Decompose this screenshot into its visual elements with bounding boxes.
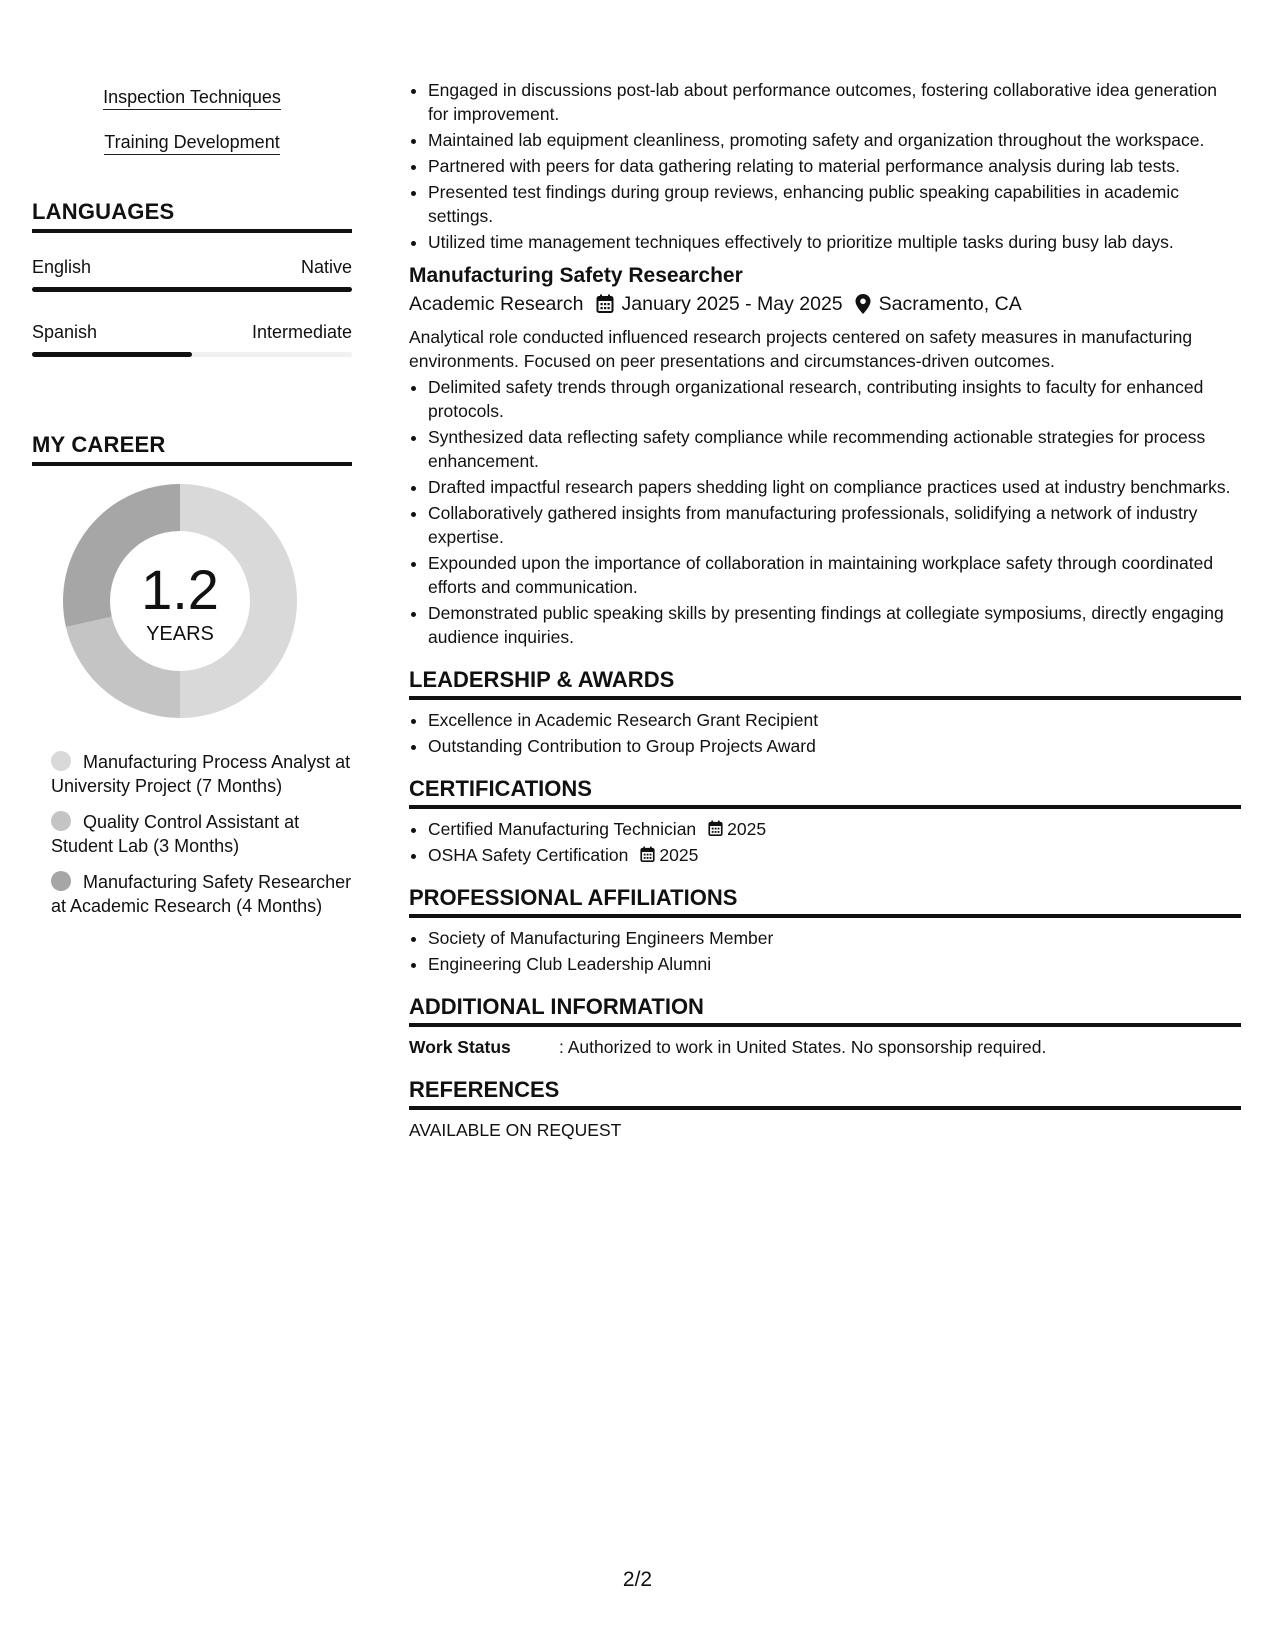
skill-label: Training Development [104, 130, 279, 155]
legend-dot [51, 751, 71, 771]
list-item: • Engaged in discussions post-lab about performance outcomes, fostering collaborative idea generation for improvement. [428, 78, 1241, 126]
work-status-row [409, 1035, 1241, 1059]
list-item: • Collaboratively gathered insights from manufacturing professionals, solidifying a network of industry expertise. [428, 501, 1241, 549]
list-item: • Partnered with peers for data gathering relating to material performance analysis during lab tests. [428, 154, 1241, 178]
certification-name: Certified Manufacturing Technician [428, 819, 697, 839]
languages-heading: LANGUAGES [32, 199, 352, 233]
language-name: English [32, 257, 92, 277]
list-item: • Excellence in Academic Research Grant Recipient [428, 708, 1241, 732]
legend-label: Manufacturing Process Analyst at University Project (7 Months) [51, 752, 351, 796]
skill-tag [32, 85, 352, 110]
job-meta [409, 290, 1241, 318]
career-heading: MY CAREER [32, 432, 352, 466]
certification-name: OSHA Safety Certification [428, 845, 629, 865]
calendar-icon [708, 820, 723, 837]
list-item: • Utilized time management techniques effectively to prioritize multiple tasks during busy lab days. [428, 230, 1241, 254]
work-status-label: Work Status [409, 1037, 511, 1057]
list-item [428, 817, 1241, 841]
affiliations-heading: PROFESSIONAL AFFILIATIONS [409, 885, 1241, 918]
skill-tag [32, 130, 352, 155]
list-item [428, 843, 1241, 867]
certifications-heading: CERTIFICATIONS [409, 776, 1241, 809]
leadership-list [409, 708, 1241, 758]
list-item: • Society of Manufacturing Engineers Member [428, 926, 1241, 950]
job-summary: Analytical role conducted influenced research projects centered on safety measures in manufacturing environments. Focused on peer presentations and circumstances-driven outcomes. [409, 327, 1193, 371]
language-item [32, 255, 352, 292]
job-bullets [409, 375, 1241, 649]
career-total: 1.2 [141, 558, 219, 621]
career-legend-item [32, 870, 352, 918]
list-item: • Engineering Club Leadership Alumni [428, 952, 1241, 976]
language-name: Spanish [32, 322, 98, 342]
references-text: AVAILABLE ON REQUEST [409, 1120, 622, 1140]
language-level: Native [300, 257, 352, 277]
list-item: • Delimited safety trends through organizational research, contributing insights to faculty for enhanced protocols. [428, 375, 1241, 423]
list-item: • Outstanding Contribution to Group Projects Award [428, 734, 1241, 758]
legend-dot [51, 811, 71, 831]
previous-job-bullets [409, 78, 1241, 254]
leadership-heading: LEADERSHIP & AWARDS [409, 667, 1241, 700]
calendar-icon [640, 846, 655, 863]
legend-dot [51, 871, 71, 891]
career-donut-chart [32, 476, 352, 736]
main-content [409, 78, 1241, 1142]
job-dates: January 2025 - May 2025 [621, 293, 843, 315]
language-bar-fill [32, 287, 352, 292]
list-item: • Synthesized data reflecting safety compliance while recommending actionable strategies for process enhancement. [428, 425, 1241, 473]
certification-year: 2025 [727, 819, 767, 839]
skill-label: Inspection Techniques [103, 85, 281, 110]
additional-info-heading: ADDITIONAL INFORMATION [409, 994, 1241, 1027]
job-title: Manufacturing Safety Researcher [409, 264, 743, 287]
list-item: • Presented test findings during group reviews, enhancing public speaking capabilities in academic settings. [428, 180, 1241, 228]
career-legend [32, 750, 352, 918]
references-heading: REFERENCES [409, 1077, 1241, 1110]
page-number: 2/2 [622, 1568, 653, 1591]
sidebar [32, 85, 352, 930]
career-legend-item [32, 750, 352, 798]
language-bar [32, 352, 352, 357]
job-company: Academic Research [409, 293, 584, 315]
career-legend-item [32, 810, 352, 858]
calendar-icon [596, 294, 614, 314]
language-item [32, 320, 352, 357]
work-status-value: : Authorized to work in United States. No sponsorship required. [559, 1037, 1047, 1057]
legend-label: Quality Control Assistant at Student Lab (3 Months) [51, 812, 300, 856]
list-item: • Drafted impactful research papers shedding light on compliance practices used at industry benchmarks. [428, 475, 1241, 499]
job-location: Sacramento, CA [878, 293, 1022, 315]
affiliations-list [409, 926, 1241, 976]
career-unit: YEARS [146, 623, 214, 645]
certifications-list [409, 817, 1241, 867]
language-level: Intermediate [251, 322, 352, 342]
certification-year: 2025 [659, 845, 699, 865]
language-bar [32, 287, 352, 292]
career-donut-svg [32, 476, 352, 736]
map-pin-icon [855, 294, 871, 314]
language-bar-fill [32, 352, 192, 357]
list-item: • Maintained lab equipment cleanliness, promoting safety and organization throughout the workspace. [428, 128, 1241, 152]
list-item: • Expounded upon the importance of collaboration in maintaining workplace safety through coordinated efforts and communication. [428, 551, 1241, 599]
legend-label: Manufacturing Safety Researcher at Academic Research (4 Months) [51, 872, 352, 916]
list-item: • Demonstrated public speaking skills by presenting findings at collegiate symposiums, directly engaging audience inquiries. [428, 601, 1241, 649]
